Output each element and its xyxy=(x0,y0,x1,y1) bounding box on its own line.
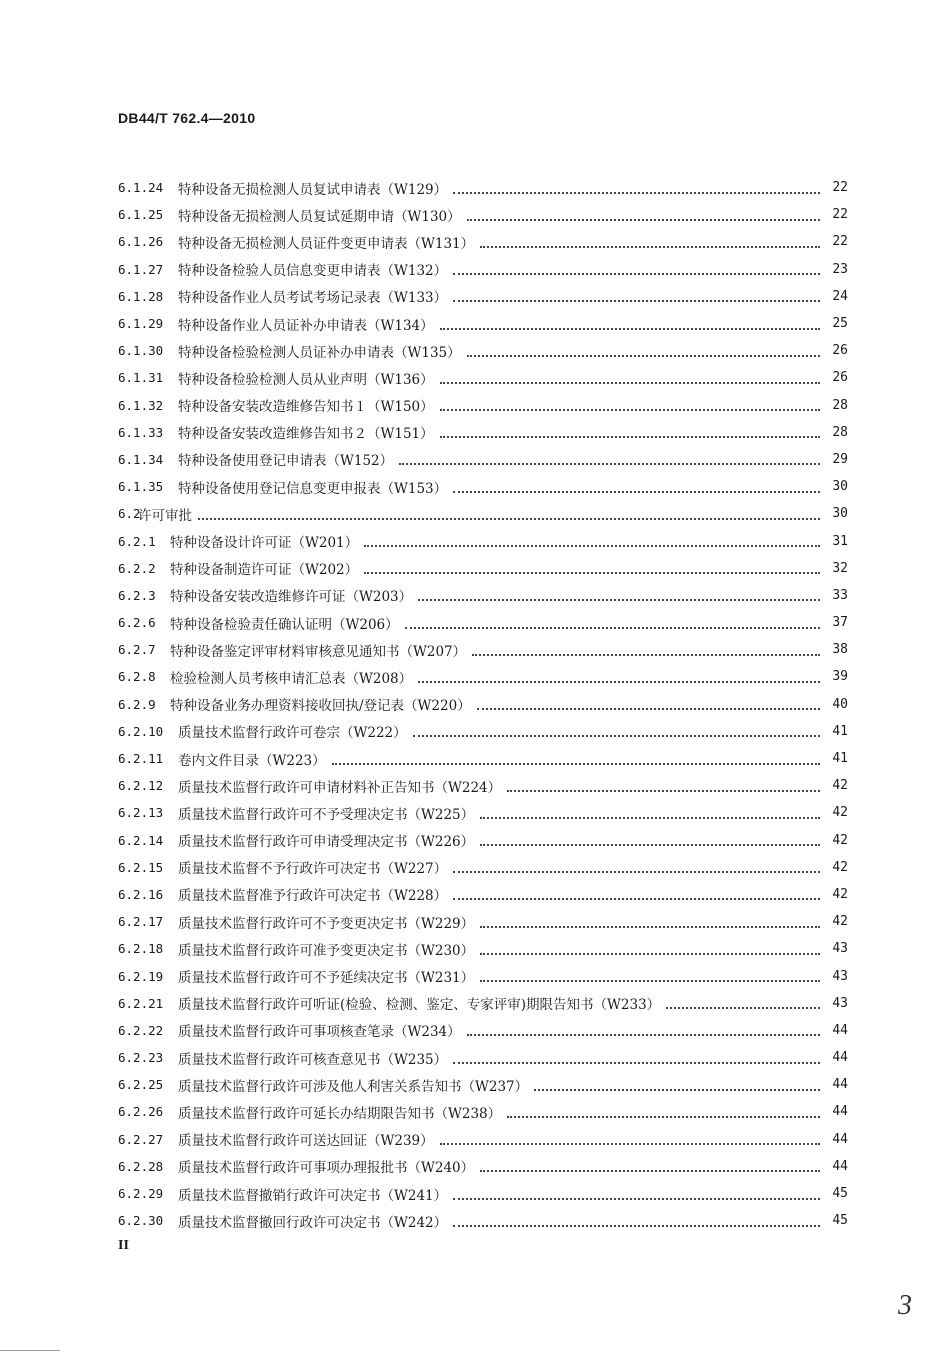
toc-dot-leader xyxy=(332,749,820,765)
toc-entry-number: 6.1.35 xyxy=(118,479,164,495)
toc-entry[interactable] xyxy=(118,772,848,799)
toc-entry-number: 6.2.25 xyxy=(118,1077,164,1093)
toc-dot-leader xyxy=(440,314,820,330)
toc-dot-leader xyxy=(467,341,820,357)
toc-entry-number: 6.2.8 xyxy=(118,669,156,685)
toc-dot-leader xyxy=(440,1129,820,1145)
toc-entry-number: 6.2 xyxy=(118,506,141,522)
toc-entry-page: 42 xyxy=(832,859,848,875)
toc-entry-title: 质量技术监督行政许可申请材料补正告知书（W224） xyxy=(178,779,502,796)
toc-entry-page: 26 xyxy=(832,370,848,386)
toc-dot-leader xyxy=(364,558,820,574)
toc-dot-leader xyxy=(480,966,820,982)
toc-entry-page: 42 xyxy=(832,886,848,902)
toc-entry-title: 质量技术监督行政许可不予延续决定书（W231） xyxy=(178,970,475,987)
toc-entry-title: 特种设备检验检测人员证补办申请表（W135） xyxy=(178,344,461,361)
toc-entry-page: 45 xyxy=(832,1186,848,1202)
toc-entry-title: 特种设备安装改造维修告知书２（W151） xyxy=(178,426,434,443)
toc-entry[interactable] xyxy=(118,364,848,391)
toc-entry[interactable] xyxy=(118,201,848,228)
toc-entry-page: 23 xyxy=(832,261,848,277)
toc-entry-title: 特种设备无损检测人员复试申请表（W129） xyxy=(178,181,448,198)
toc-entry[interactable] xyxy=(118,582,848,609)
toc-entry-number: 6.2.9 xyxy=(118,696,156,712)
toc-entry-page: 29 xyxy=(832,451,848,467)
toc-dot-leader xyxy=(507,1102,820,1118)
toc-entry-number: 6.1.24 xyxy=(118,180,164,196)
toc-entry[interactable] xyxy=(118,827,848,854)
toc-entry-title: 质量技术监督行政许可延长办结期限告知书（W238） xyxy=(178,1105,502,1122)
toc-entry-title: 特种设备作业人员证补办申请表（W134） xyxy=(178,317,434,334)
toc-entry-title: 质量技术监督准予行政许可决定书（W228） xyxy=(178,888,448,905)
toc-dot-leader xyxy=(453,1184,820,1200)
toc-entry-page: 32 xyxy=(832,560,848,576)
toc-entry-page: 26 xyxy=(832,343,848,359)
toc-entry-number: 6.2.15 xyxy=(118,859,164,875)
toc-entry[interactable] xyxy=(118,745,848,772)
toc-entry[interactable] xyxy=(118,1017,848,1044)
toc-dot-leader xyxy=(472,640,820,656)
table-of-contents xyxy=(118,174,848,1234)
toc-entry-title: 特种设备安装改造维修告知书１（W150） xyxy=(178,399,434,416)
toc-entry-number: 6.2.6 xyxy=(118,615,156,631)
toc-entry[interactable] xyxy=(118,854,848,881)
toc-dot-leader xyxy=(399,449,820,465)
toc-dot-leader xyxy=(440,395,820,411)
toc-entry-page: 43 xyxy=(832,995,848,1011)
toc-dot-leader xyxy=(507,776,820,792)
toc-entry-title: 质量技术监督行政许可送达回证（W239） xyxy=(178,1133,434,1150)
toc-entry[interactable] xyxy=(118,962,848,989)
toc-dot-leader xyxy=(453,1048,820,1064)
toc-entry-number: 6.2.19 xyxy=(118,968,164,984)
toc-dot-leader xyxy=(453,1211,820,1227)
toc-entry-page: 41 xyxy=(832,751,848,767)
toc-entry[interactable] xyxy=(118,636,848,663)
toc-dot-leader xyxy=(477,694,820,710)
toc-entry-page: 40 xyxy=(832,696,848,712)
toc-entry-number: 6.1.33 xyxy=(118,424,164,440)
toc-dot-leader xyxy=(418,585,820,601)
toc-entry-page: 44 xyxy=(832,1131,848,1147)
toc-entry[interactable] xyxy=(118,1153,848,1180)
toc-entry-number: 6.1.30 xyxy=(118,343,164,359)
document-id-header: DB44/T 762.4—2010 xyxy=(118,110,256,126)
toc-dot-leader xyxy=(480,803,820,819)
toc-entry-title: 特种设备检验责任确认证明（W206） xyxy=(170,616,399,633)
toc-dot-leader xyxy=(198,504,820,520)
toc-dot-leader xyxy=(418,667,820,683)
toc-entry-number: 6.2.30 xyxy=(118,1213,164,1229)
toc-dot-leader xyxy=(480,939,820,955)
toc-entry-title: 质量技术监督行政许可卷宗（W222） xyxy=(178,725,407,742)
toc-entry[interactable] xyxy=(118,419,848,446)
toc-dot-leader xyxy=(453,857,820,873)
toc-entry[interactable] xyxy=(118,718,848,745)
toc-dot-leader xyxy=(405,613,820,629)
toc-entry-number: 6.2.23 xyxy=(118,1050,164,1066)
toc-entry-page: 42 xyxy=(832,778,848,794)
toc-entry-title: 质量技术监督撤销行政许可决定书（W241） xyxy=(178,1187,448,1204)
toc-entry[interactable] xyxy=(118,691,848,718)
toc-entry-page: 45 xyxy=(832,1213,848,1229)
toc-dot-leader xyxy=(440,422,820,438)
toc-entry-page: 43 xyxy=(832,968,848,984)
toc-entry[interactable] xyxy=(118,310,848,337)
toc-entry-page: 44 xyxy=(832,1158,848,1174)
toc-entry[interactable] xyxy=(118,337,848,364)
toc-dot-leader xyxy=(467,205,820,221)
toc-entry-title: 质量技术监督行政许可准予变更决定书（W230） xyxy=(178,942,475,959)
toc-entry[interactable] xyxy=(118,555,848,582)
toc-entry-number: 6.1.31 xyxy=(118,370,164,386)
toc-entry[interactable] xyxy=(118,1180,848,1207)
toc-entry[interactable] xyxy=(118,256,848,283)
toc-entry-number: 6.1.34 xyxy=(118,451,164,467)
toc-entry-title: 质量技术监督撤回行政许可决定书（W242） xyxy=(178,1214,448,1231)
toc-entry-title: 特种设备无损检测人员证件变更申请表（W131） xyxy=(178,235,475,252)
toc-dot-leader xyxy=(364,531,820,547)
toc-entry[interactable] xyxy=(118,392,848,419)
toc-entry-number: 6.2.12 xyxy=(118,778,164,794)
toc-entry-page: 33 xyxy=(832,587,848,603)
toc-entry-number: 6.2.13 xyxy=(118,805,164,821)
toc-entry[interactable] xyxy=(118,1044,848,1071)
toc-entry-number: 6.1.28 xyxy=(118,288,164,304)
toc-dot-leader xyxy=(480,830,820,846)
toc-entry-number: 6.1.27 xyxy=(118,261,164,277)
toc-dot-leader xyxy=(480,1156,820,1172)
toc-entry-title: 特种设备设计许可证（W201） xyxy=(170,535,359,552)
toc-entry-title: 特种设备检验检测人员从业声明（W136） xyxy=(178,371,434,388)
toc-entry-page: 44 xyxy=(832,1077,848,1093)
handwritten-page-mark: 3 xyxy=(898,1290,912,1321)
toc-entry-number: 6.2.2 xyxy=(118,560,156,576)
toc-entry-number: 6.2.1 xyxy=(118,533,156,549)
toc-entry-number: 6.1.25 xyxy=(118,207,164,223)
scan-edge-line xyxy=(0,1350,60,1351)
toc-entry-title: 许可审批 xyxy=(138,507,192,524)
toc-entry[interactable] xyxy=(118,935,848,962)
toc-entry-title: 特种设备使用登记信息变更申报表（W153） xyxy=(178,480,448,497)
toc-entry-title: 质量技术监督行政许可事项办理报批书（W240） xyxy=(178,1160,475,1177)
toc-entry-page: 24 xyxy=(832,288,848,304)
toc-entry-page: 30 xyxy=(832,479,848,495)
toc-entry-number: 6.2.10 xyxy=(118,723,164,739)
toc-entry-title: 质量技术监督行政许可涉及他人利害关系告知书（W237） xyxy=(178,1078,529,1095)
toc-dot-leader xyxy=(453,259,820,275)
toc-entry-number: 6.2.17 xyxy=(118,914,164,930)
toc-entry-number: 6.2.14 xyxy=(118,832,164,848)
toc-entry[interactable] xyxy=(118,1126,848,1153)
toc-entry-page: 30 xyxy=(832,506,848,522)
toc-entry-page: 28 xyxy=(832,424,848,440)
toc-dot-leader xyxy=(453,286,820,302)
toc-entry-title: 质量技术监督行政许可不予变更决定书（W229） xyxy=(178,915,475,932)
toc-entry[interactable] xyxy=(118,500,848,527)
toc-entry-page: 22 xyxy=(832,234,848,250)
toc-entry-title: 特种设备使用登记申请表（W152） xyxy=(178,453,394,470)
toc-entry-number: 6.2.21 xyxy=(118,995,164,1011)
toc-entry-title: 质量技术监督行政许可核查意见书（W235） xyxy=(178,1051,448,1068)
toc-dot-leader xyxy=(666,993,820,1009)
toc-entry-title: 质量技术监督行政许可事项核查笔录（W234） xyxy=(178,1024,461,1041)
toc-entry-title: 质量技术监督行政许可不予受理决定书（W225） xyxy=(178,806,475,823)
toc-dot-leader xyxy=(467,1020,820,1036)
toc-entry-page: 42 xyxy=(832,832,848,848)
toc-dot-leader xyxy=(453,477,820,493)
toc-entry[interactable] xyxy=(118,799,848,826)
toc-entry[interactable] xyxy=(118,881,848,908)
toc-entry-title: 检验检测人员考核申请汇总表（W208） xyxy=(170,670,413,687)
toc-entry[interactable] xyxy=(118,174,848,201)
toc-entry-page: 41 xyxy=(832,723,848,739)
toc-entry-title: 卷内文件目录（W223） xyxy=(178,752,326,769)
toc-entry-page: 22 xyxy=(832,207,848,223)
toc-entry-number: 6.2.29 xyxy=(118,1186,164,1202)
toc-entry[interactable] xyxy=(118,990,848,1017)
toc-entry-title: 特种设备作业人员考试考场记录表（W133） xyxy=(178,290,448,307)
toc-entry-title: 质量技术监督行政许可申请受理决定书（W226） xyxy=(178,834,475,851)
toc-entry-title: 特种设备无损检测人员复试延期申请（W130） xyxy=(178,208,461,225)
toc-entry[interactable] xyxy=(118,228,848,255)
toc-entry-title: 质量技术监督行政许可听证(检验、检测、鉴定、专家评审)期限告知书（W233） xyxy=(178,997,661,1014)
toc-dot-leader xyxy=(534,1075,820,1091)
toc-entry[interactable] xyxy=(118,527,848,554)
toc-entry[interactable] xyxy=(118,908,848,935)
toc-entry-number: 6.2.16 xyxy=(118,886,164,902)
toc-entry-number: 6.1.26 xyxy=(118,234,164,250)
toc-entry-page: 42 xyxy=(832,805,848,821)
toc-entry-number: 6.2.28 xyxy=(118,1158,164,1174)
toc-entry-title: 特种设备检验人员信息变更申请表（W132） xyxy=(178,263,448,280)
toc-entry-page: 44 xyxy=(832,1050,848,1066)
toc-entry[interactable] xyxy=(118,473,848,500)
toc-entry-page: 31 xyxy=(832,533,848,549)
toc-dot-leader xyxy=(453,178,820,194)
toc-entry-title: 特种设备制造许可证（W202） xyxy=(170,562,359,579)
toc-entry-number: 6.2.22 xyxy=(118,1022,164,1038)
toc-entry[interactable] xyxy=(118,1098,848,1125)
toc-entry-number: 6.2.3 xyxy=(118,587,156,603)
toc-entry-page: 22 xyxy=(832,180,848,196)
toc-entry-title: 特种设备业务办理资料接收回执/登记表（W220） xyxy=(170,698,471,715)
toc-entry-number: 6.2.26 xyxy=(118,1104,164,1120)
toc-entry-page: 44 xyxy=(832,1022,848,1038)
toc-entry-page: 42 xyxy=(832,914,848,930)
toc-entry-page: 25 xyxy=(832,316,848,332)
toc-dot-leader xyxy=(413,721,820,737)
toc-entry-number: 6.2.27 xyxy=(118,1131,164,1147)
toc-entry-page: 44 xyxy=(832,1104,848,1120)
toc-entry-title: 特种设备鉴定评审材料审核意见通知书（W207） xyxy=(170,643,467,660)
page-number-roman: II xyxy=(118,1238,129,1253)
toc-entry-page: 37 xyxy=(832,615,848,631)
toc-entry[interactable] xyxy=(118,446,848,473)
toc-entry-title: 质量技术监督不予行政许可决定书（W227） xyxy=(178,861,448,878)
toc-entry-page: 28 xyxy=(832,397,848,413)
toc-entry-title: 特种设备安装改造维修许可证（W203） xyxy=(170,589,413,606)
toc-entry-page: 39 xyxy=(832,669,848,685)
toc-dot-leader xyxy=(480,232,820,248)
toc-entry-page: 43 xyxy=(832,941,848,957)
toc-entry-number: 6.2.18 xyxy=(118,941,164,957)
toc-entry[interactable] xyxy=(118,1207,848,1234)
toc-entry-number: 6.1.29 xyxy=(118,316,164,332)
toc-dot-leader xyxy=(453,884,820,900)
toc-entry-number: 6.2.7 xyxy=(118,642,156,658)
toc-entry-number: 6.1.32 xyxy=(118,397,164,413)
toc-entry-number: 6.2.11 xyxy=(118,751,164,767)
toc-entry-page: 38 xyxy=(832,642,848,658)
toc-dot-leader xyxy=(480,912,820,928)
toc-dot-leader xyxy=(440,368,820,384)
toc-entry[interactable] xyxy=(118,663,848,690)
toc-entry[interactable] xyxy=(118,609,848,636)
toc-entry[interactable] xyxy=(118,1071,848,1098)
toc-entry[interactable] xyxy=(118,283,848,310)
